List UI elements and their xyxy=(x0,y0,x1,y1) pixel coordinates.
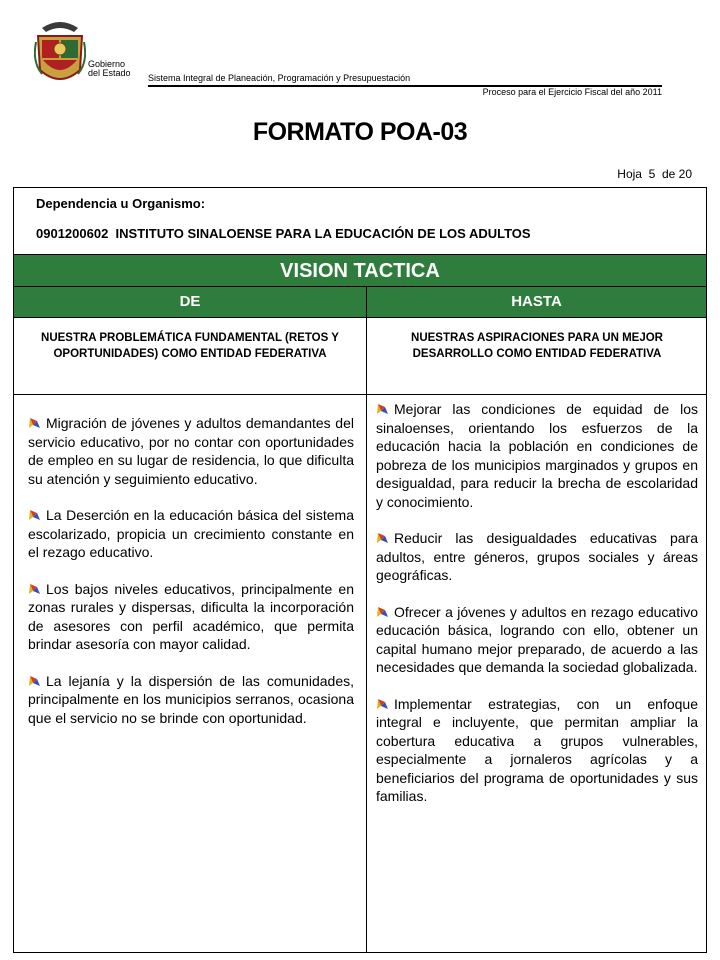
aspiration-item xyxy=(376,400,698,511)
column-header-to: HASTA xyxy=(511,293,562,310)
form-frame xyxy=(13,187,707,953)
subheader-aspirations: NUESTRAS ASPIRACIONES PARA UN MEJOR DESARROLLO COMO ENTIDAD FEDERATIVA xyxy=(411,332,663,360)
bullet-diamond-icon xyxy=(376,605,390,619)
government-line-1: Gobierno xyxy=(88,59,126,69)
problem-item xyxy=(28,580,354,654)
problems-column xyxy=(28,414,354,745)
aspirations-column xyxy=(376,400,698,824)
bullet-diamond-icon xyxy=(376,697,390,711)
column-divider xyxy=(366,318,367,952)
bullet-diamond-icon xyxy=(28,582,42,596)
bullet-diamond-icon xyxy=(376,402,390,416)
column-header-from: DE xyxy=(14,287,367,317)
state-seal-icon xyxy=(34,18,86,100)
aspiration-item xyxy=(376,695,698,806)
bullet-diamond-icon xyxy=(28,674,42,688)
dependency-value: 0901200602 INSTITUTO SINALOENSE PARA LA EDUCACIÓN DE LOS ADULTOS xyxy=(36,226,531,241)
government-line-2: del Estado xyxy=(88,68,131,78)
dependency-label: Dependencia u Organismo: xyxy=(36,196,206,211)
subheader-problems: NUESTRA PROBLEMÁTICA FUNDAMENTAL (RETOS Y OPORTUNIDADES) COMO ENTIDAD FEDERATIVA xyxy=(41,332,339,360)
page-title: FORMATO POA-03 xyxy=(252,118,468,146)
aspiration-item-text: Mejorar las condiciones de equidad de los sinaloenses, orientando los esfuerzos de la educación hacia la población en condiciones de pobreza de los municipios marginados y grupos en desigualdad, para reducir la brecha de escolaridad y conocimiento. xyxy=(376,401,698,510)
bullet-diamond-icon xyxy=(28,508,42,522)
problem-item-text: Los bajos niveles educativos, principalmente en zonas rurales y dispersas, dificulta la incorporación de asesores con perfil académico, que permita brindar asesoría con mayor calidad. xyxy=(28,580,354,652)
vision-title: VISION TACTICA xyxy=(14,255,706,287)
page-counter: Hoja 5 de 20 xyxy=(617,167,692,181)
problem-item-text: La Deserción en la educación básica del sistema escolarizado, propicia un crecimiento constante en el rezago educativo. xyxy=(28,507,354,560)
problem-item-text: La lejanía y la dispersión de las comunidades, principalmente en los municipios serranos, ocasiona que el servicio no se brinde con oportunidad. xyxy=(28,672,354,726)
government-label xyxy=(88,60,131,78)
problem-item xyxy=(28,506,354,562)
problem-item xyxy=(28,672,354,728)
aspiration-item xyxy=(376,529,698,585)
problem-item-text: Migración de jóvenes y adultos demandantes del servicio educativo, por no contar con oportunidades de empleo en su lugar de residencia, lo que dificulta su atención y seguimiento educativo. xyxy=(28,415,354,487)
system-name: Sistema Integral de Planeación, Programación y Presupuestación xyxy=(148,73,411,83)
aspiration-item-text: Implementar estrategias, con un enfoque integral e incluyente, que permitan ampliar la cobertura educativa a grupos vulnerables, especialmente a jornaleros agrícolas y a beneficiarios del programa de oportunidades y sus familias. xyxy=(376,695,698,804)
aspiration-item xyxy=(376,603,698,677)
subheader-row xyxy=(14,318,706,395)
problem-item xyxy=(28,414,354,488)
bullet-diamond-icon xyxy=(28,416,42,430)
process-label: Proceso para el Ejercicio Fiscal del año 2011 xyxy=(482,87,662,97)
aspiration-item-text: Reducir las desigualdades educativas para adultos, entre géneros, grupos sociales y áreas geográficas. xyxy=(376,530,698,583)
aspiration-item-text: Ofrecer a jóvenes y adultos en rezago educativo educación básica, logrando con ello, obtener un capital humano mejor preparado, de acuerdo a las necesidades que demanda la sociedad globalizada. xyxy=(376,603,698,675)
vision-band xyxy=(14,254,706,318)
bullet-diamond-icon xyxy=(376,531,390,545)
